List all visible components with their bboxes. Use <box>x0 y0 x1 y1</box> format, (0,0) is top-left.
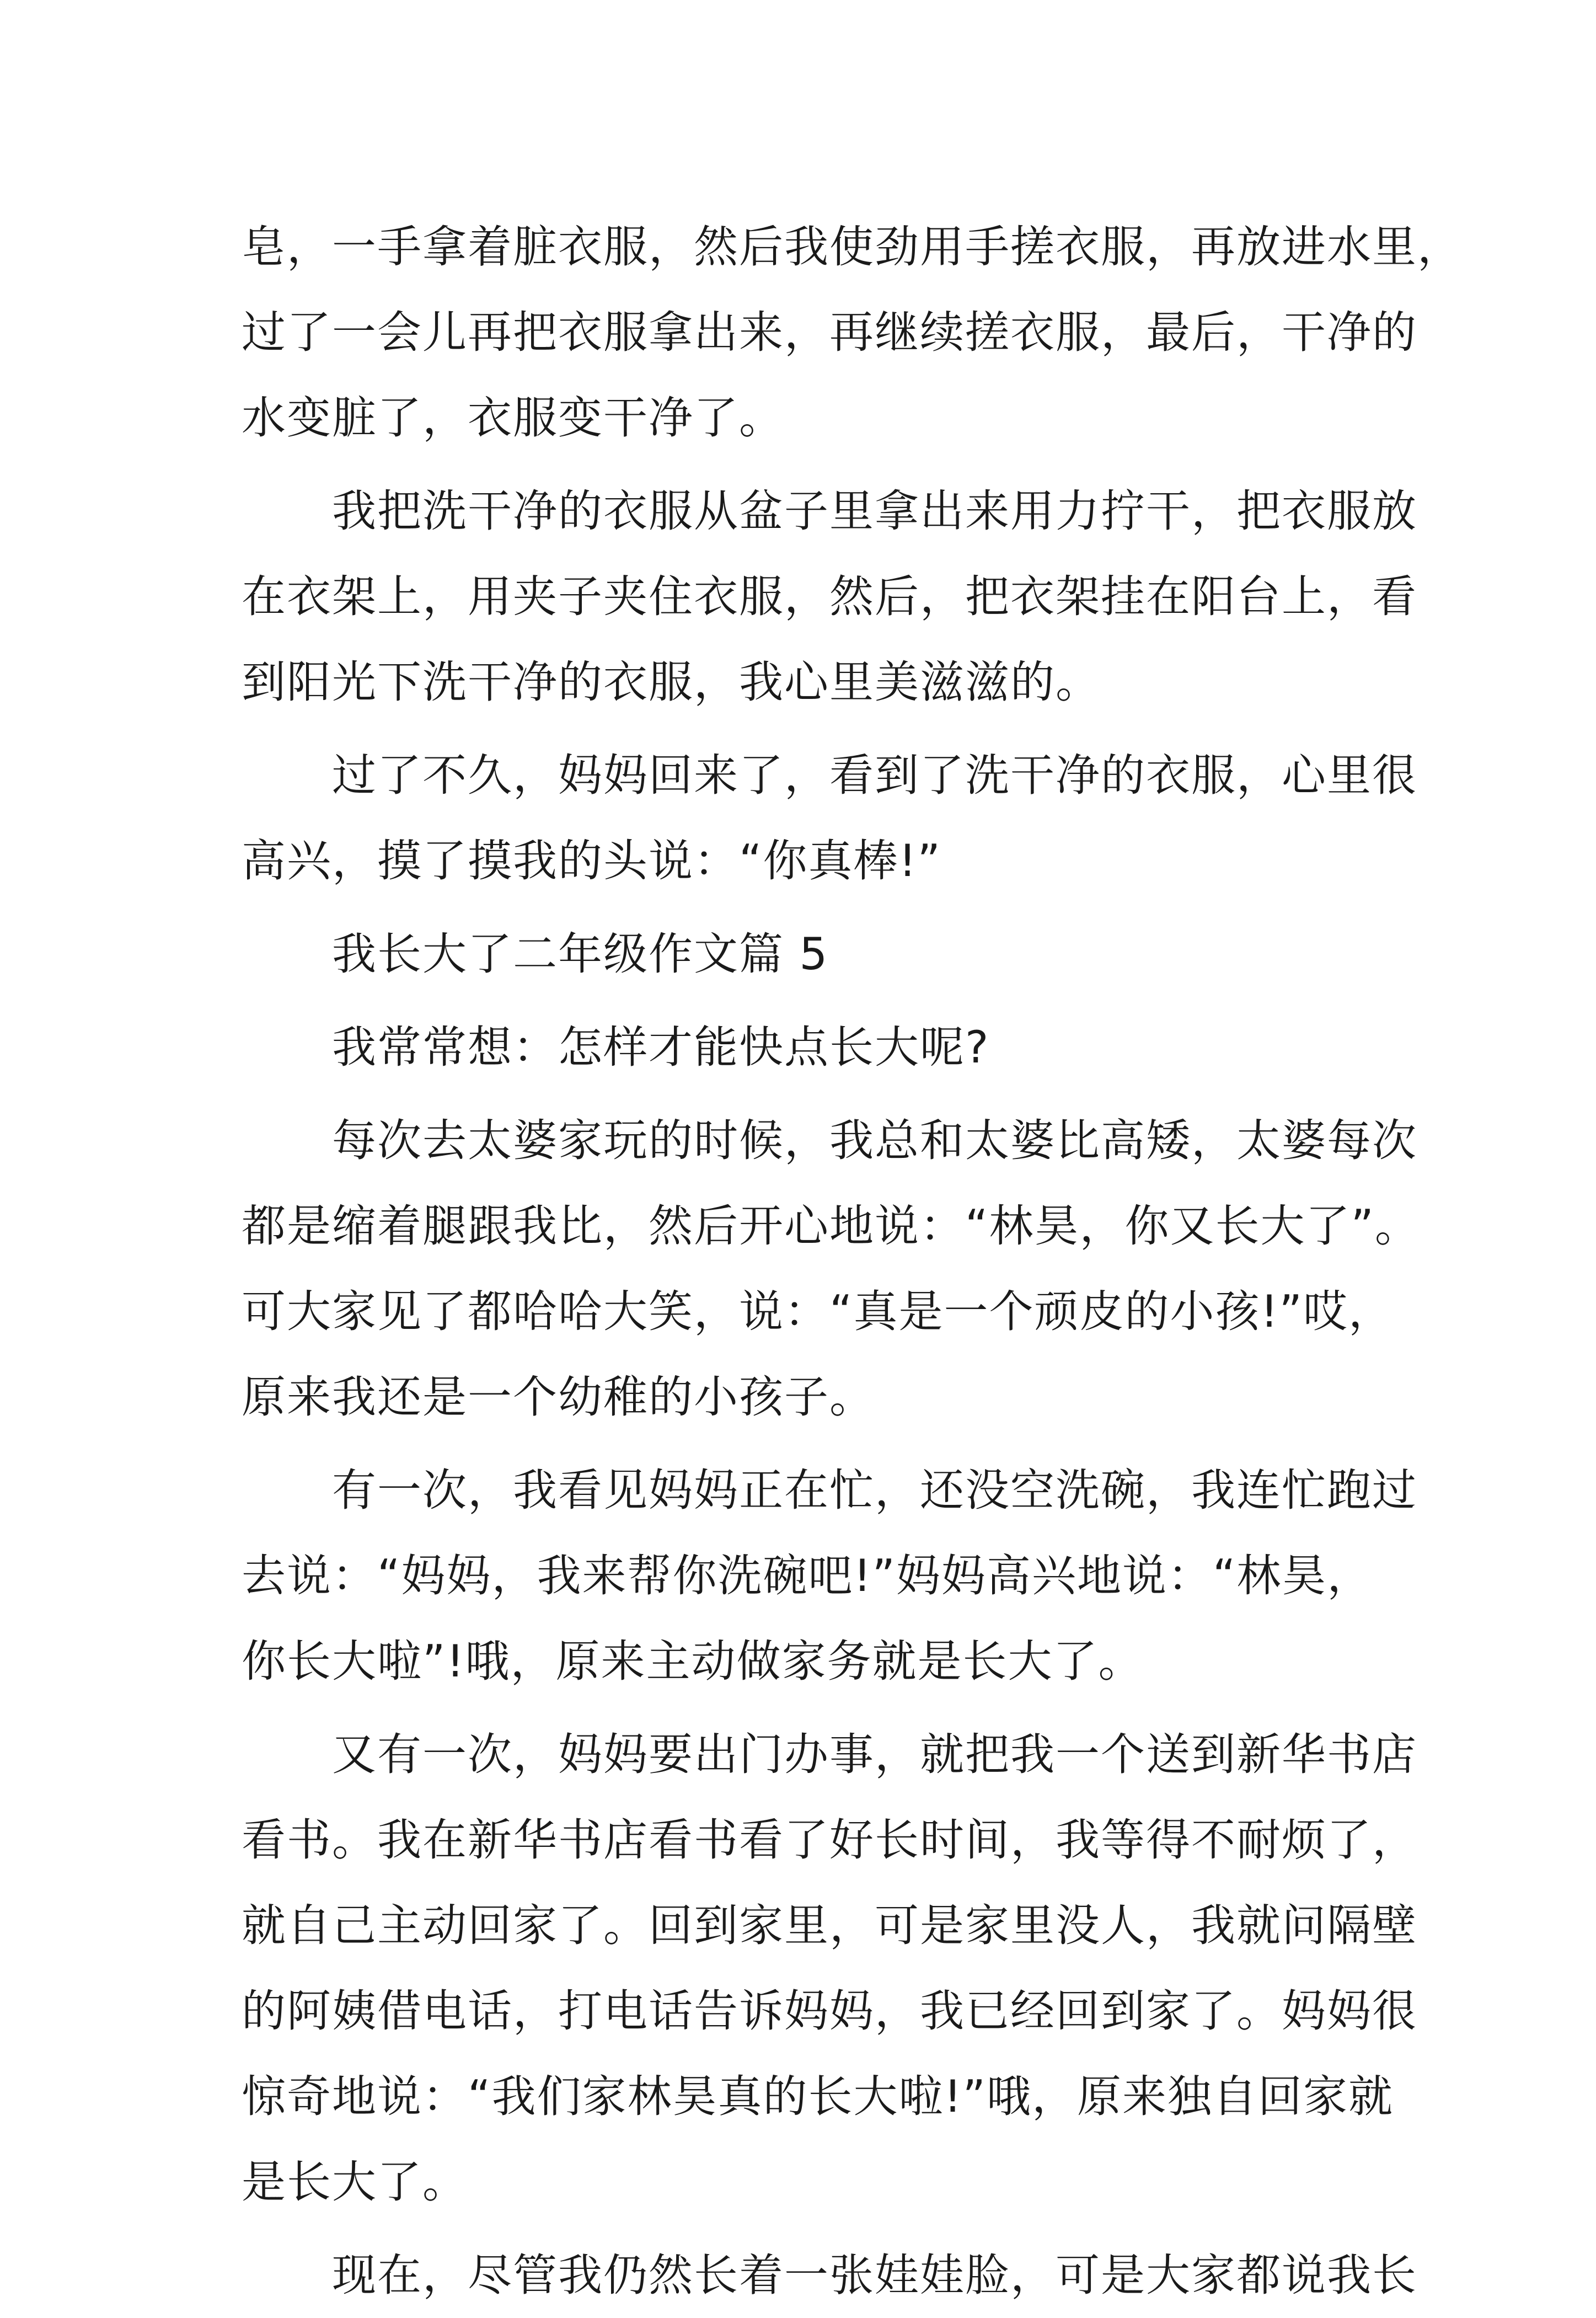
text-line: 过了不久，妈妈回来了，看到了洗干净的衣服，心里很 <box>242 750 1417 801</box>
text-line: 我把洗干净的衣服从盆子里拿出来用力拧干，把衣服放 <box>242 485 1417 537</box>
text-line: 在衣架上，用夹子夹住衣服，然后，把衣架挂在阳台上，看 <box>242 571 1417 622</box>
text-line: 去说：“妈妈，我来帮你洗碗吧!”妈妈高兴地说：“林昊， <box>242 1550 1373 1601</box>
section-heading: 我长大了二年级作文篇 5 <box>242 928 829 980</box>
text-line: 原来我还是一个幼稚的小孩子。 <box>242 1371 875 1423</box>
text-line: 就自己主动回家了。回到家里，可是家里没人，我就问隔壁 <box>242 1900 1417 1951</box>
text-line: 惊奇地说：“我们家林昊真的长大啦!”哦，原来独自回家就 <box>242 2071 1394 2122</box>
text-line: 高兴，摸了摸我的头说：“你真棒!” <box>242 835 941 886</box>
text-line: 每次去太婆家玩的时候，我总和太婆比高矮，太婆每次 <box>242 1115 1417 1166</box>
text-line: 可大家见了都哈哈大笑，说：“真是一个顽皮的小孩!”哎， <box>242 1286 1394 1337</box>
text-line: 皂，一手拿着脏衣服，然后我使劲用手搓衣服，再放进水里， <box>242 221 1463 273</box>
text-line: 过了一会儿再把衣服拿出来，再继续搓衣服，最后，干净的 <box>242 307 1417 358</box>
text-line: 看书。我在新华书店看书看了好长时间，我等得不耐烦了， <box>242 1814 1417 1866</box>
text-line: 到阳光下洗干净的衣服，我心里美滋滋的。 <box>242 656 1101 708</box>
text-line: 又有一次，妈妈要出门办事，就把我一个送到新华书店 <box>242 1729 1417 1780</box>
text-line: 水变脏了，衣服变干净了。 <box>242 392 784 444</box>
text-line: 我常常想：怎样才能快点长大呢? <box>242 1022 990 1073</box>
text-line: 的阿姨借电话，打电话告诉妈妈，我已经回到家了。妈妈很 <box>242 1985 1417 2037</box>
text-line: 有一次，我看见妈妈正在忙，还没空洗碗，我连忙跑过 <box>242 1465 1417 1516</box>
text-line: 你长大啦”!哦，原来主动做家务就是长大了。 <box>242 1636 1144 1687</box>
text-line: 都是缩着腿跟我比，然后开心地说：“林昊，你又长大了”。 <box>242 1200 1420 1252</box>
text-line: 现在，尽管我仍然长着一张娃娃脸，可是大家都说我长 <box>242 2250 1417 2301</box>
text-line: 是长大了。 <box>242 2156 468 2208</box>
document-body <box>242 204 1463 2318</box>
